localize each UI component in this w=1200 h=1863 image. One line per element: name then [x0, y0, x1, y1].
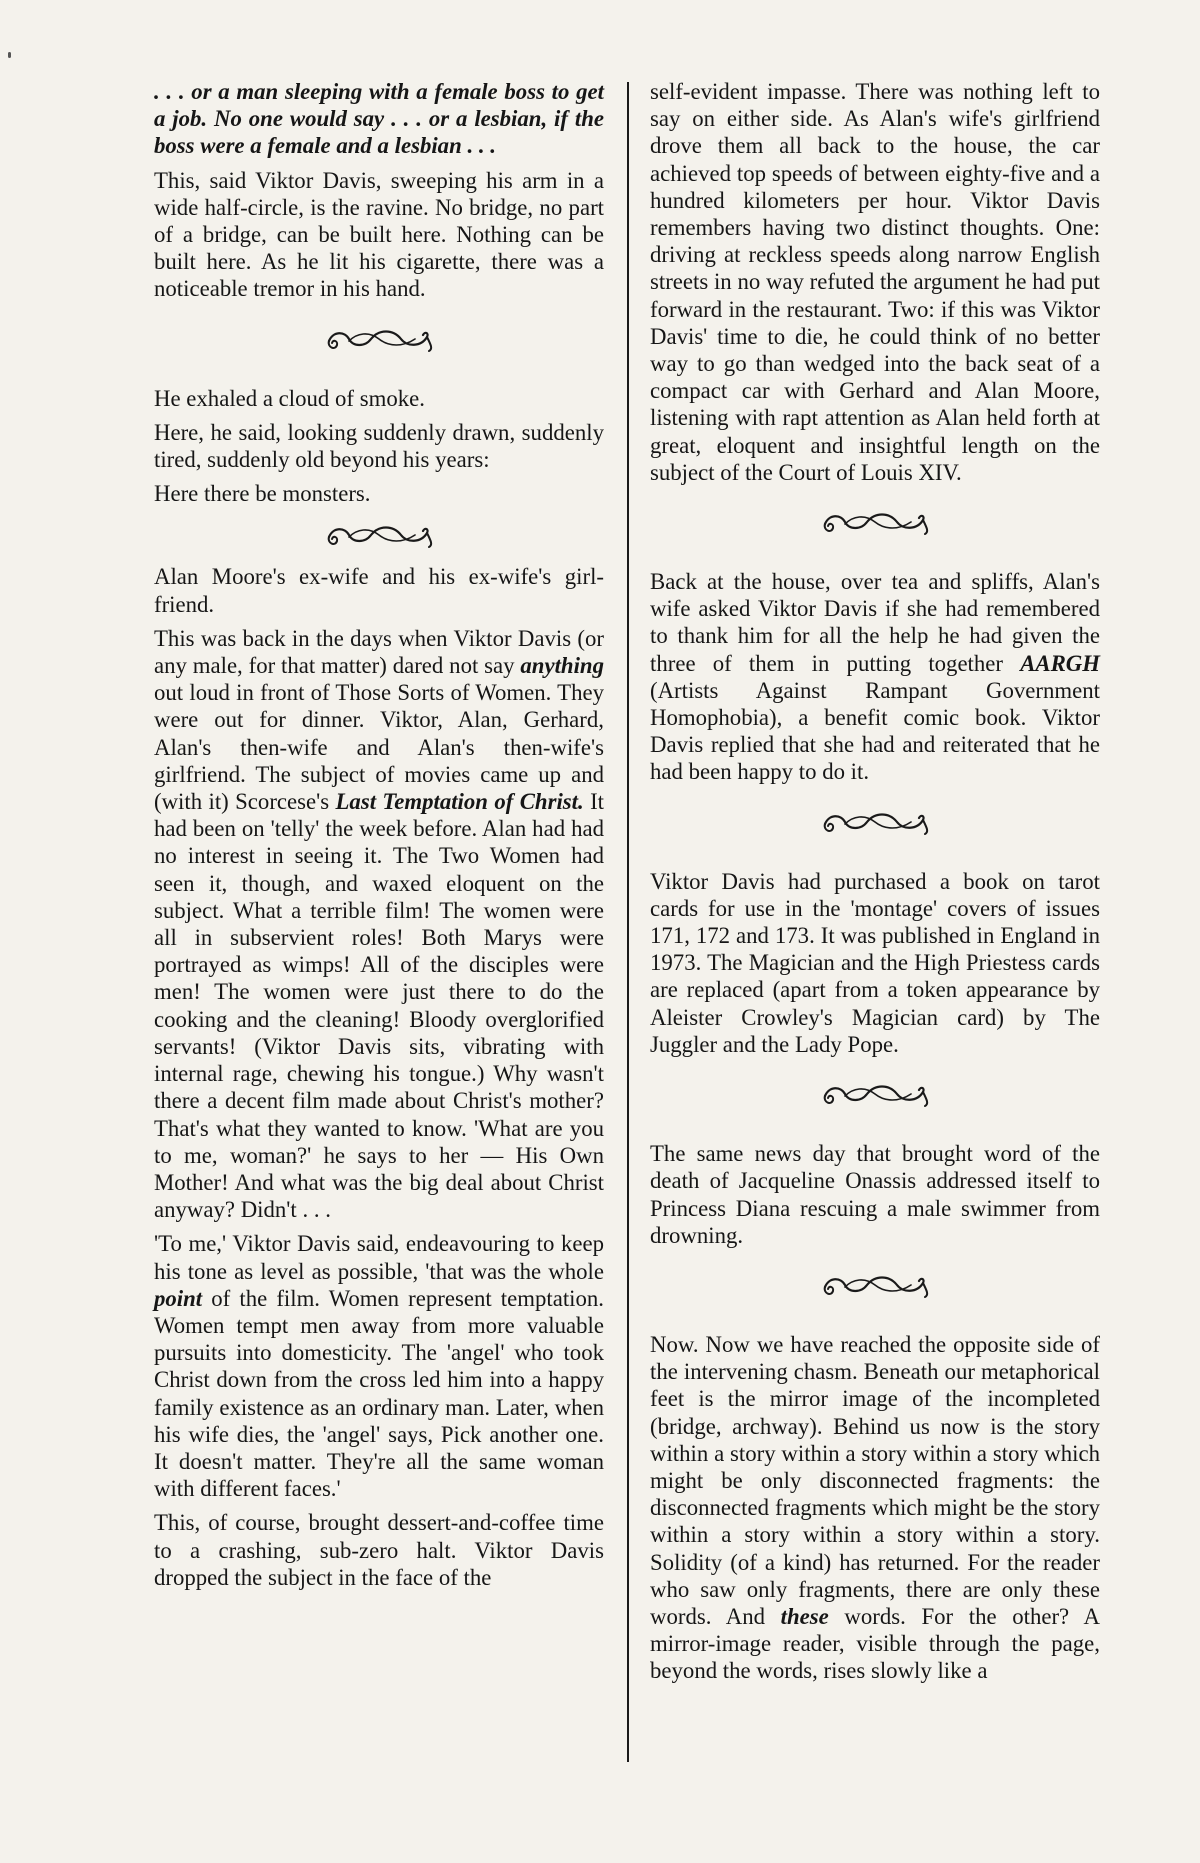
left-paragraph-9: This, of course, brought dessert-and-coffee time to a crashing, sub-zero halt. Viktor Davis dropped the subject in the face of the — [154, 1510, 604, 1590]
right-paragraph-1: self-evident impasse. There was nothing left to say on either side. As Alan's wife's girlfriend drove them all back to the house, the car achieved top speeds of between eighty-five and a hundred kilometers per hour. Viktor Davis remembers having two distinct thoughts. One: driving at reckless speeds along narrow English streets in no way refuted the argument he had put forward in the restaurant. Two: if this was Viktor Davis' time to die, he could think of no better way to go than wedged into the back seat of a compact car with Gerhard and Alan Moore, listening with rapt attention as Alan held forth at great, eloquent and insightful length on the subject of the Court of Louis XIV. — [650, 79, 1100, 485]
scroll-flourish-icon — [819, 1271, 931, 1301]
comic-title: AARGH — [1020, 650, 1100, 676]
right-paragraph-5-part-a: Now. Now we have reached the opposite side of the intervening chasm. Beneath our metaphorical feet is the mirror image of the incompleted (bridge, archway). Behind us now is the story within a story within a story within a story which might be only disconnected fragments: the disconnected fragments which might be the story within a story within a story within a story. Solidity (of a kind) has returned. For the reader who saw only fragments, there are only these words. And — [650, 1331, 1100, 1629]
left-paragraph-1: . . . or a man sleeping with a female boss to get a job. No one would say . . . or a lesbian, if the boss were a female and a lesbian . . . — [154, 79, 604, 159]
left-column — [154, 78, 604, 1598]
right-paragraph-3: Viktor Davis had purchased a book on tarot cards for use in the 'montage' covers of issues 171, 172 and 173. It was published in England in 1973. The Magician and the High Priestess cards are replaced (apart from a token appearance by Aleister Crowley's Magician card) by The Juggler and the Lady Pope. — [650, 868, 1100, 1057]
left-paragraph-6: Alan Moore's ex-wife and his ex-wife's girlfriend. — [154, 564, 604, 617]
scroll-flourish-icon — [323, 521, 435, 551]
right-paragraph-2-part-b: (Artists Against Rampant Government Homophobia), a benefit comic book. Viktor Davis replied that she had and reiterated that he had been happy to do it. — [650, 677, 1100, 785]
left-paragraph-7-part-c: It had been on 'telly' the week before. Alan had had no interest in seeing it. The Two Women had seen it, though, and waxed eloquent on the subject. What a terrible film! The women were all in subservient roles! Both Marys were portrayed as wimps! All of the disciples were men! The women were just there to do the cooking and the cleaning! Bloody overglorified servants! (Viktor Davis sits, vibrating with internal rage, chewing his tongue.) Why wasn't there a decent film made about Christ's mother? That's what they wanted to know. 'What are you to me, woman?' he says to her — His Own Mother! And what was the big deal about Christ anyway? Didn't . . . — [154, 789, 605, 1223]
scroll-flourish-icon — [819, 808, 931, 838]
left-paragraph-2: This, said Viktor Davis, sweeping his arm in a wide half-circle, is the ravine. No bridge, no part of a bridge, can be built here. Nothing can be built here. As he lit his cigarette, there was a noticeable tremor in his hand. — [154, 167, 604, 302]
left-paragraph-8-part-a: 'To me,' Viktor Davis said, endeavouring to keep his tone as level as possible, 'that was the whole — [154, 1231, 604, 1284]
right-paragraph-2 — [650, 568, 1100, 786]
scroll-flourish-icon — [323, 325, 435, 355]
print-speck — [8, 52, 11, 58]
left-paragraph-8-part-b: of the film. Women represent temptation. Women tempt men away from more valuable pursuits into domesticity. The 'angel' who took Christ down from the cross led him into a happy family existence as an ordinary man. Later, when his wife dies, the 'angel' says, Pick another one. It doesn't matter. They're all the same woman with different faces.' — [154, 1285, 604, 1502]
left-paragraph-7 — [154, 625, 604, 1223]
right-paragraph-5-emphasis: these — [780, 1603, 829, 1629]
left-paragraph-5: Here there be monsters. — [154, 481, 371, 507]
column-divider — [627, 82, 629, 1762]
right-column — [650, 78, 1100, 1692]
left-paragraph-8 — [154, 1230, 604, 1502]
left-paragraph-7-part-b: out loud in front of Those Sorts of Women. They were out for dinner. Viktor, Alan, Gerhard, Alan's then-wife and Alan's then-wife's girlfriend. The subject of movies came up and (with it) Scorcese's — [154, 680, 604, 815]
left-paragraph-8-emphasis: point — [154, 1285, 203, 1311]
right-paragraph-2-part-a: Back at the house, over tea and spliffs, Alan's wife asked Viktor Davis if she had remembered to thank him for all the help he had given the three of them in putting together — [650, 569, 1100, 676]
left-paragraph-4: Here, he said, looking suddenly drawn, suddenly tired, suddenly old beyond his years: — [154, 419, 604, 473]
left-paragraph-3: He exhaled a cloud of smoke. — [154, 385, 425, 411]
left-paragraph-7-part-a: This was back in the days when Viktor Davis (or any male, for that matter) dared not say — [154, 625, 604, 679]
film-title: Last Temptation of Christ. — [335, 789, 584, 815]
scroll-flourish-icon — [819, 508, 931, 538]
scroll-flourish-icon — [819, 1080, 931, 1110]
right-paragraph-5-part-b: words. For the other? A mirror-image reader, visible through the page, beyond the words, rises slowly like a — [650, 1603, 1100, 1684]
right-paragraph-5 — [650, 1331, 1100, 1685]
right-paragraph-4: The same news day that brought word of the death of Jacqueline Onassis addressed itself to Princess Diana rescuing a male swimmer from drowning. — [650, 1141, 1100, 1248]
left-paragraph-7-emphasis: anything — [520, 653, 604, 679]
